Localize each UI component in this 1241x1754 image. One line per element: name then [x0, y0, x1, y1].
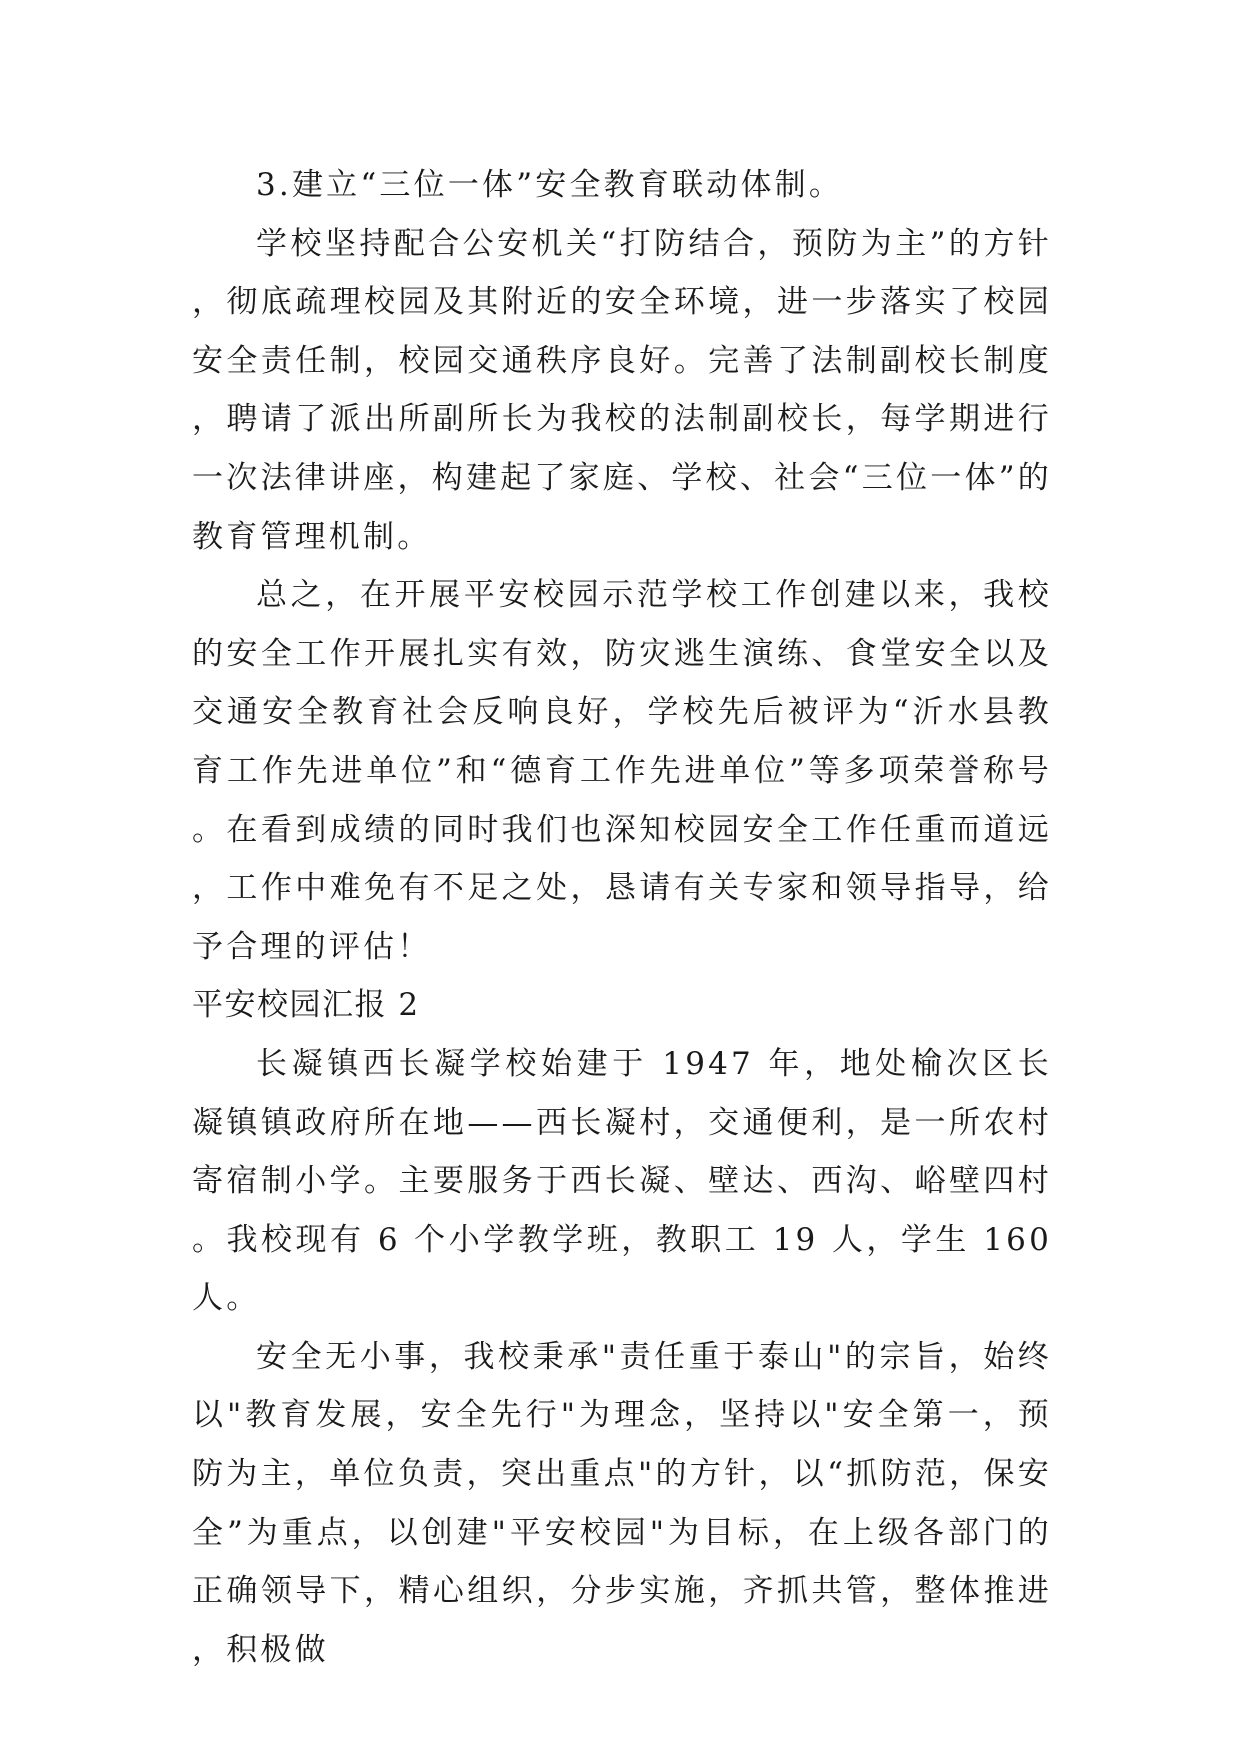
paragraph-safety-philosophy: 安全无小事，我校秉承"责任重于泰山"的宗旨，始终以"教育发展，安全先行"为理念，坚持以"安全第一，预防为主，单位负责，突出重点"的方针，以“抓防范，保安全”为重点，以创建"平安校园"为目标，在上级各部门的正确领导下，精心组织，分步实施，齐抓共管，整体推进，积极做 [192, 1338, 1052, 1668]
paragraph-section-3-title: 3.建立“三位一体”安全教育联动体制。 [256, 167, 844, 203]
section-heading: 平安校园汇报 2 [192, 987, 420, 1024]
paragraph-police-cooperation: 学校坚持配合公安机关“打防结合，预防为主”的方针，彻底疏理校园及其附近的安全环境，进一步落实了校园安全责任制，校园交通秩序良好。完善了法制副校长制度，聘请了派出所副所长为我校的法制副校长，每学期进行一次法律讲座，构建起了家庭、学校、社会“三位一体”的教育管理机制。 [192, 225, 1052, 555]
document-body [192, 156, 1052, 1679]
paragraph-summary: 总之，在开展平安校园示范学校工作创建以来，我校的安全工作开展扎实有效，防灾逃生演练、食堂安全以及交通安全教育社会反响良好，学校先后被评为“沂水县教育工作先进单位”和“德育工作先进单位”等多项荣誉称号。在看到成绩的同时我们也深知校园安全工作任重而道远，工作中难免有不足之处，恳请有关专家和领导指导，给予合理的评估！ [192, 577, 1052, 965]
paragraph-school-intro: 长凝镇西长凝学校始建于 1947 年，地处榆次区长凝镇镇政府所在地——西长凝村，交通便利，是一所农村寄宿制小学。主要服务于西长凝、壁达、西沟、峪壁四村。我校现有 6 个小学教学班，教职工 19 人，学生 160 人。 [192, 1045, 1052, 1317]
